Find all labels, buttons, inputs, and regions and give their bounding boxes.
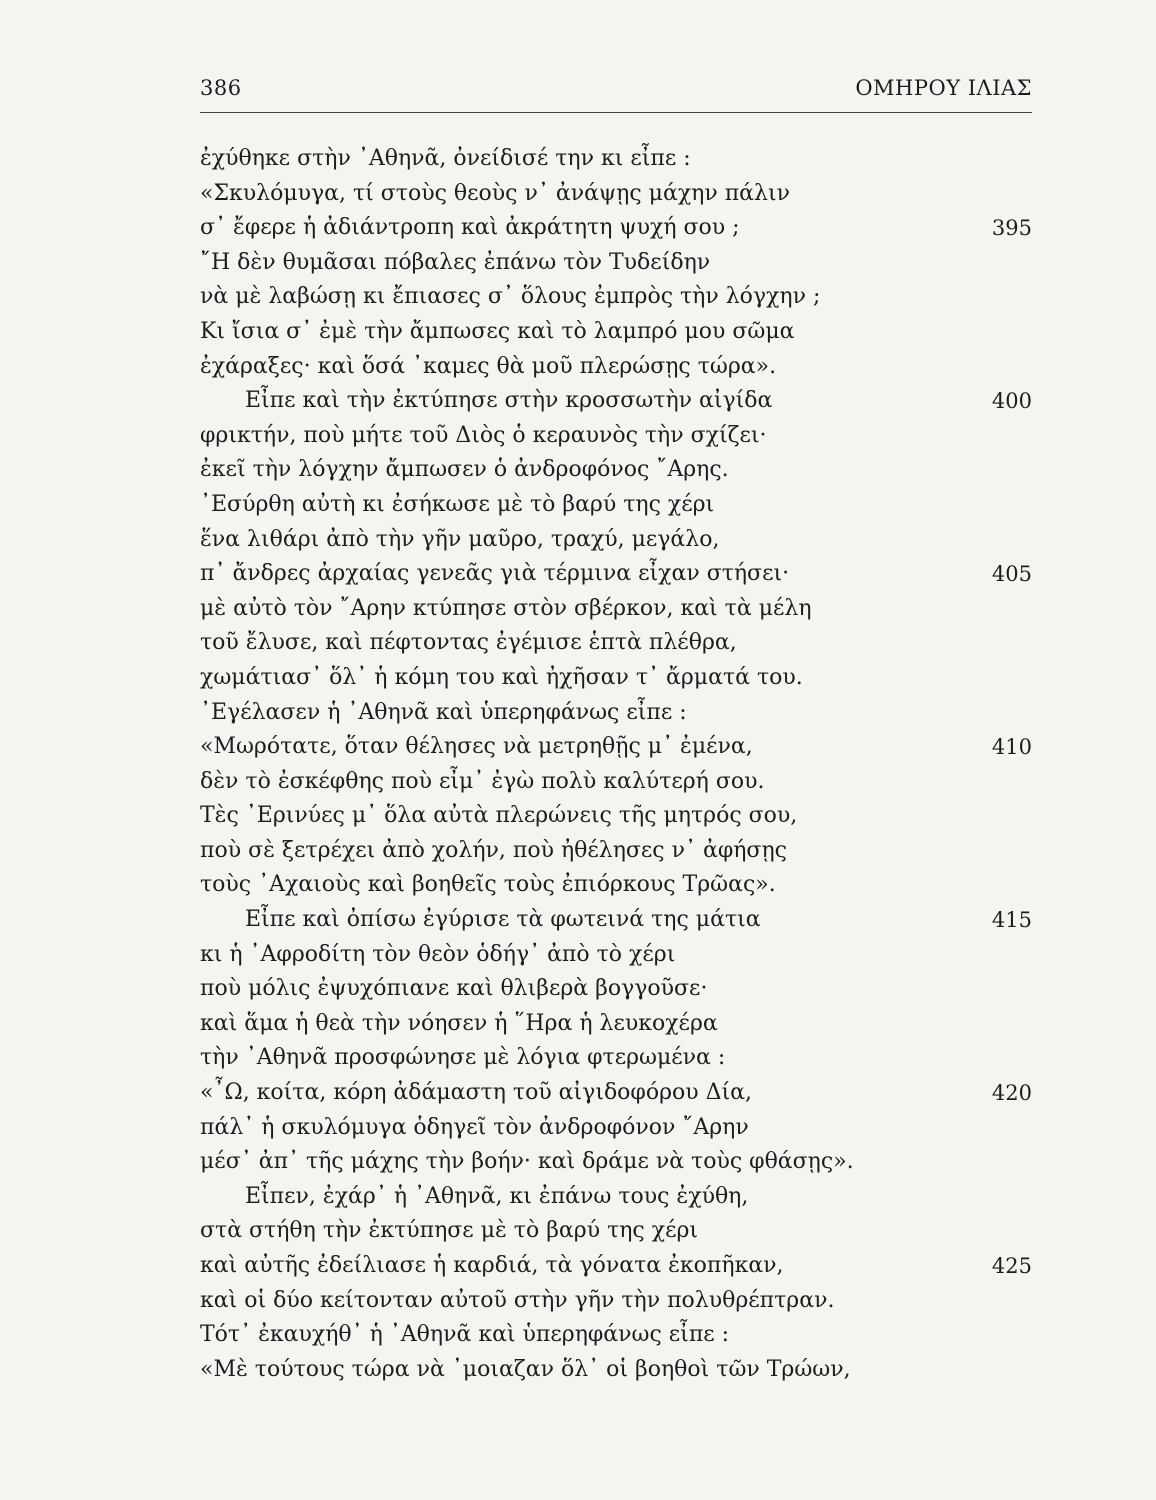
verse-line <box>0 488 1156 523</box>
verse-text: Εἶπε καὶ τὴν ἐκτύπησε στὴν κροσσωτὴν αἰγίδα <box>245 388 773 414</box>
verse-text: ποὺ σὲ ξετρέχει ἀπὸ χολήν, ποὺ ἠθέλησες ν᾿ ἀφήσῃς <box>200 837 787 863</box>
verse-text: Εἶπεν, ἐχάρ᾿ ἡ ᾿Αθηνᾶ, κι ἐπάνω τους ἐχύθη, <box>245 1183 749 1209</box>
verse-text: σ᾿ ἔφερε ἡ ἀδιάντροπη καὶ ἀκράτητη ψυχή σου ; <box>200 215 740 241</box>
verse-line <box>0 1076 1156 1111</box>
verse-line <box>0 730 1156 765</box>
verse-text: καὶ οἱ δύο κείτονταν αὐτοῦ στὴν γῆν τὴν πολυθρέπτραν. <box>200 1287 835 1313</box>
verse-line <box>0 557 1156 592</box>
verse-line <box>0 661 1156 696</box>
verse-line <box>0 1111 1156 1146</box>
page-number: 386 <box>200 76 242 100</box>
verse-text: ἐκεῖ τὴν λόγχην ἄμπωσεν ὁ ἀνδροφόνος ῎Αρης. <box>200 457 729 483</box>
verse-text: τοὺς ᾿Αχαιοὺς καὶ βοηθεῖς τοὺς ἐπιόρκους Τρῶας». <box>200 872 776 898</box>
verse-text: Τὲς ᾿Ερινύες μ᾿ ὅλα αὐτὰ πλερώνεις τῆς μητρός σου, <box>200 803 798 829</box>
line-number: 410 <box>991 735 1032 760</box>
verse-line <box>0 903 1156 938</box>
line-number: 420 <box>991 1081 1032 1106</box>
verse-line <box>0 523 1156 558</box>
verse-line <box>0 453 1156 488</box>
running-title: ΟΜΗΡΟΥ ΙΛΙΑΣ <box>855 76 1032 100</box>
verse-line <box>0 350 1156 385</box>
verse-text: ῎Η δὲν θυμᾶσαι πόβαλες ἐπάνω τὸν Τυδείδην <box>200 249 711 275</box>
verse-line <box>0 972 1156 1007</box>
verse-line <box>0 177 1156 212</box>
verse-line <box>0 142 1156 177</box>
verse-text: «῏Ω, κοίτα, κόρη ἀδάμαστη τοῦ αἰγιδοφόρου Δία, <box>200 1080 752 1106</box>
verse-line <box>0 1318 1156 1353</box>
verse-line <box>0 1249 1156 1284</box>
verse-list <box>0 142 1156 1387</box>
verse-text: καὶ αὐτῆς ἐδείλιασε ἡ καρδιά, τὰ γόνατα ἐκοπῆκαν, <box>200 1253 784 1278</box>
verse-text: ᾿Εσύρθη αὐτὴ κι ἐσήκωσε μὲ τὸ βαρύ της χέρι <box>200 491 715 517</box>
verse-text: π᾿ ἄνδρες ἀρχαίας γενεᾶς γιὰ τέρμινα εἶχαν στήσει· <box>200 561 790 587</box>
verse-text: «Μὲ τούτους τώρα νὰ ᾿μοιαζαν ὅλ᾿ οἱ βοηθοὶ τῶν Τρώων, <box>200 1356 851 1382</box>
verse-text: Κι ἴσια σ᾿ ἐμὲ τὴν ἄμπωσες καὶ τὸ λαμπρό μου σῶμα <box>200 318 795 344</box>
verse-line <box>0 246 1156 281</box>
verse-line <box>0 1214 1156 1249</box>
verse-text: τὴν ᾿Αθηνᾶ προσφώνησε μὲ λόγια φτερωμένα : <box>200 1045 726 1071</box>
line-number: 405 <box>991 562 1032 587</box>
verse-line <box>0 211 1156 246</box>
verse-text: «Σκυλόμυγα, τί στοὺς θεοὺς ν᾿ ἀνάψῃς μάχην πάλιν <box>200 180 790 206</box>
verse-text: καὶ ἅμα ἡ θεὰ τὴν νόησεν ἡ ῞Ηρα ἡ λευκοχέρα <box>200 1010 718 1036</box>
verse-line <box>0 280 1156 315</box>
verse-text: μὲ αὐτὸ τὸν ῎Αρην κτύπησε στὸν σβέρκον, καὶ τὰ μέλη <box>200 595 812 621</box>
verse-text: νὰ μὲ λαβώσῃ κι ἔπιασες σ᾿ ὅλους ἐμπρὸς τὴν λόγχην ; <box>200 284 821 310</box>
verse-line <box>0 384 1156 419</box>
verse-line <box>0 799 1156 834</box>
verse-line <box>0 1180 1156 1215</box>
verse-text: πάλ᾿ ἡ σκυλόμυγα ὁδηγεῖ τὸν ἀνδροφόνον ῎Αρην <box>200 1114 749 1140</box>
verse-text: Τότ᾿ ἐκαυχήθ᾿ ἡ ᾿Αθηνᾶ καὶ ὑπερηφάνως εἶπε : <box>200 1322 730 1348</box>
verse-line <box>0 592 1156 627</box>
verse-line <box>0 1041 1156 1076</box>
verse-text: τοῦ ἔλυσε, καὶ πέφτοντας ἐγέμισε ἑπτὰ πλέθρα, <box>200 630 737 656</box>
verse-line <box>0 938 1156 973</box>
verse-text: φρικτήν, ποὺ μήτε τοῦ Διὸς ὁ κεραυνὸς τὴν σχίζει· <box>200 422 767 448</box>
verse-line <box>0 1145 1156 1180</box>
verse-line <box>0 1007 1156 1042</box>
verse-line <box>0 1353 1156 1388</box>
line-number: 425 <box>991 1254 1032 1278</box>
line-number: 395 <box>991 216 1032 241</box>
verse-line <box>0 765 1156 800</box>
verse-text: δὲν τὸ ἐσκέφθης ποὺ εἶμ᾿ ἐγὼ πολὺ καλύτερή σου. <box>200 768 765 794</box>
line-number: 400 <box>991 389 1032 414</box>
verse-text: ἐχάραξες· καὶ ὅσά ᾿καμες θὰ μοῦ πλερώσῃς τώρα». <box>200 353 777 379</box>
verse-line <box>0 315 1156 350</box>
verse-line <box>0 834 1156 869</box>
verse-text: κι ἡ ᾿Αφροδίτη τὸν θεὸν ὁδήγ᾿ ἀπὸ τὸ χέρι <box>200 941 676 967</box>
verse-text: ἕνα λιθάρι ἀπὸ τὴν γῆν μαῦρο, τραχύ, μεγάλο, <box>200 526 720 552</box>
verse-line <box>0 419 1156 454</box>
verse-text: χωμάτιασ᾿ ὅλ᾿ ἡ κόμη του καὶ ἠχῆσαν τ᾿ ἄρματά του. <box>200 664 803 690</box>
verse-text: ᾿Εγέλασεν ἡ ᾿Αθηνᾶ καὶ ὑπερηφάνως εἶπε : <box>200 699 687 725</box>
verse-line <box>0 626 1156 661</box>
verse-line <box>0 696 1156 731</box>
verse-text: Εἶπε καὶ ὀπίσω ἐγύρισε τὰ φωτεινά της μάτια <box>245 907 761 933</box>
verse-text: μέσ᾿ ἀπ᾿ τῆς μάχης τὴν βοήν· καὶ δράμε νὰ τοὺς φθάσῃς». <box>200 1149 854 1175</box>
verse-text: ἐχύθηκε στὴν ᾿Αθηνᾶ, ὀνείδισέ την κι εἶπε : <box>200 146 691 171</box>
verse-text: ποὺ μόλις ἐψυχόπιανε καὶ θλιβερὰ βογγοῦσε· <box>200 976 708 1002</box>
verse-line <box>0 1284 1156 1319</box>
verse-text: «Μωρότατε, ὅταν θέλησες νὰ μετρηθῇς μ᾿ ἐμένα, <box>200 734 753 760</box>
header-rule <box>200 112 1032 113</box>
verse-text: στὰ στήθη τὴν ἐκτύπησε μὲ τὸ βαρύ της χέρι <box>200 1218 699 1244</box>
line-number: 415 <box>991 908 1032 933</box>
verse-line <box>0 868 1156 903</box>
